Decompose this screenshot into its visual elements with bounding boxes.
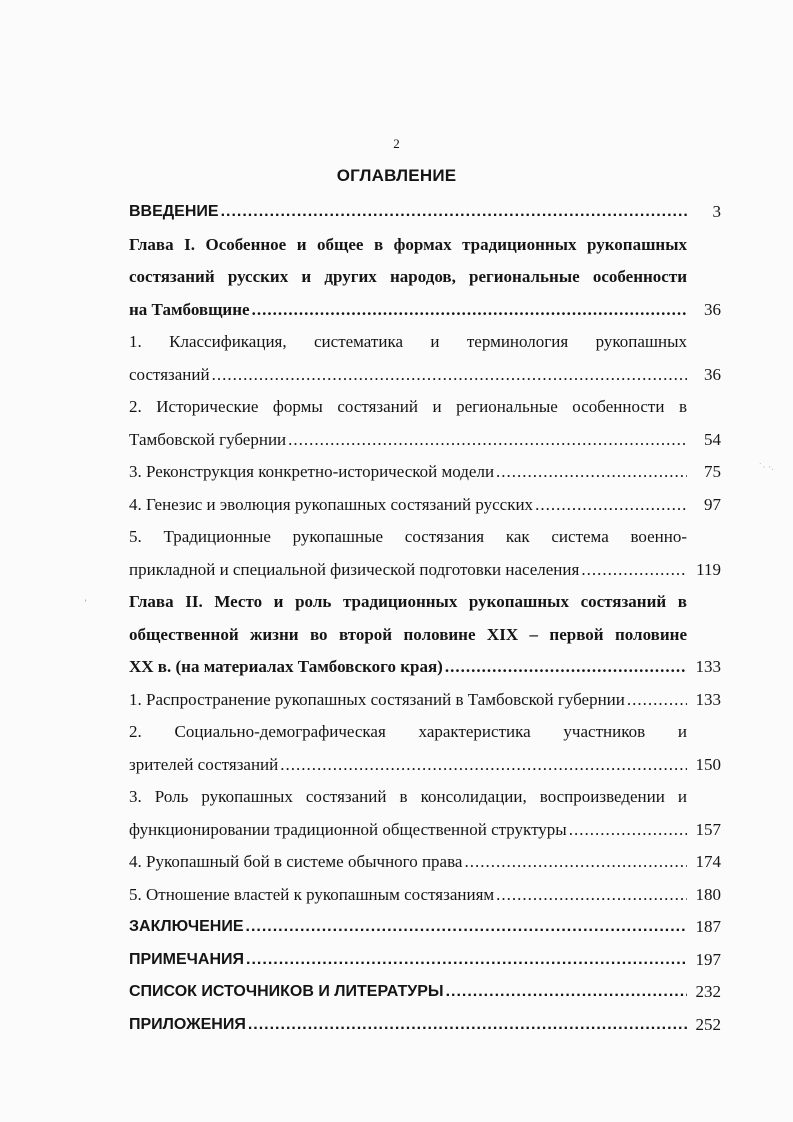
toc-entry: [129, 944, 721, 977]
toc-entry-line: [129, 326, 721, 359]
toc-page-number: 197: [695, 949, 721, 969]
toc-entry-text: на Тамбовщине: [129, 299, 250, 319]
toc-entry: [129, 294, 721, 327]
toc-entry-text: ПРИЛОЖЕНИЯ: [129, 1015, 246, 1033]
dot-leader: [246, 911, 688, 944]
toc-page-number: 97: [704, 494, 721, 514]
toc-entry: [129, 489, 721, 522]
toc-page-number: 174: [695, 852, 721, 871]
toc-entry-text: XX в. (на материалах Тамбовского края): [129, 657, 443, 676]
toc-entry-text: 4. Рукопашный бой в системе обычного права: [129, 852, 463, 871]
toc-entry-text: 1. Распространение рукопашных состязаний в Тамбовской губернии: [129, 689, 625, 709]
dot-leader: [581, 554, 687, 587]
toc-page-number: 54: [704, 429, 721, 449]
toc-entry-text: ВВЕДЕНИЕ: [129, 203, 219, 220]
toc-entry-text: 1. Классификация, систематика и терминология рукопашных: [129, 332, 687, 351]
toc-entry-text: 3. Роль рукопашных состязаний в консолидации, воспроизведении и: [129, 787, 687, 806]
toc-entry-text: 5. Отношение властей к рукопашным состязаниям: [129, 884, 495, 904]
toc-page-number: 36: [704, 299, 721, 319]
dot-leader: [212, 359, 687, 392]
toc-entry: [129, 749, 721, 782]
toc-entry: [129, 424, 721, 457]
toc-page-number: 187: [695, 917, 721, 936]
toc-page-number: 252: [695, 1014, 721, 1034]
toc-entry-text: ЗАКЛЮЧЕНИЕ: [129, 918, 244, 935]
dot-leader: [252, 294, 687, 327]
toc-entry: [129, 196, 721, 229]
toc-entry-text: Глава I. Особенное и общее в формах традиционных рукопашных: [129, 234, 687, 254]
toc-entry: [129, 684, 721, 717]
toc-entry: [129, 456, 721, 489]
dot-leader: [221, 196, 687, 229]
toc-entry: [129, 976, 721, 1009]
table-of-contents: [129, 196, 721, 1041]
toc-entry: [129, 359, 721, 392]
dot-leader: [248, 1009, 687, 1042]
toc-entry-line: [129, 521, 721, 554]
toc-entry: [129, 554, 721, 587]
toc-page-number: 36: [704, 364, 721, 384]
scan-specks: ˙· ·.: [758, 463, 774, 473]
toc-entry-text: Глава II. Место и роль традиционных рукопашных состязаний в: [129, 592, 687, 611]
page-title: ОГЛАВЛЕНИЕ: [336, 166, 457, 185]
toc-entry-line: [129, 391, 721, 424]
toc-entry: [129, 846, 721, 879]
scan-speck: ʼ: [84, 598, 87, 608]
dot-leader: [446, 976, 687, 1009]
dot-leader: [535, 489, 687, 522]
page-number: 2: [393, 136, 400, 151]
dot-leader: [627, 684, 687, 717]
toc-page-number: 133: [695, 689, 721, 709]
toc-entry-line: [129, 586, 721, 619]
toc-entry-text: ПРИМЕЧАНИЯ: [129, 950, 245, 968]
toc-entry: [129, 1009, 721, 1042]
toc-entry-line: [129, 716, 721, 749]
toc-entry-text: зрителей состязаний: [129, 754, 279, 774]
toc-page-number: 232: [695, 982, 721, 1001]
toc-page-number: 180: [695, 884, 721, 904]
toc-entry-text: прикладной и специальной физической подготовки населения: [129, 559, 580, 579]
toc-entry-text: Тамбовской губернии: [129, 429, 287, 449]
toc-entry-line: [129, 229, 721, 262]
toc-entry-text: 5. Традиционные рукопашные состязания как система военно-: [129, 527, 687, 546]
toc-entry-line: [129, 619, 721, 652]
toc-entry-text: состязаний: [129, 364, 210, 384]
toc-page-number: 3: [712, 202, 721, 221]
toc-entry-line: [129, 781, 721, 814]
dot-leader: [464, 846, 687, 879]
toc-entry-text: 3. Реконструкция конкретно-исторической модели: [129, 462, 495, 481]
dot-leader: [496, 456, 687, 489]
toc-entry-text: СПИСОК ИСТОЧНИКОВ И ЛИТЕРАТУРЫ: [129, 983, 444, 1000]
toc-entry: [129, 879, 721, 912]
toc-entry-line: [129, 261, 721, 294]
dot-leader: [569, 814, 687, 847]
toc-page-number: 150: [695, 754, 721, 774]
toc-page-number: 119: [696, 559, 721, 579]
dot-leader: [496, 879, 687, 912]
toc-entry-text: 4. Генезис и эволюция рукопашных состязаний русских: [129, 494, 534, 514]
toc-entry-text: функционировании традиционной общественной структуры: [129, 819, 567, 839]
toc-entry: [129, 911, 721, 944]
dot-leader: [246, 944, 687, 977]
toc-page-number: 75: [704, 462, 721, 481]
toc-entry-text: общественной жизни во второй половине XIX – первой половине: [129, 624, 687, 644]
toc-entry-text: состязаний русских и других народов, региональные особенности: [129, 267, 687, 286]
toc-entry-text: 2. Исторические формы состязаний и региональные особенности в: [129, 397, 687, 416]
toc-entry: [129, 651, 721, 684]
toc-page-number: 157: [695, 819, 721, 839]
dot-leader: [288, 424, 687, 457]
toc-page-number: 133: [695, 657, 721, 676]
dot-leader: [445, 651, 687, 684]
dot-leader: [280, 749, 687, 782]
toc-entry-text: 2. Социально-демографическая характеристика участников и: [129, 722, 687, 741]
toc-entry: [129, 814, 721, 847]
